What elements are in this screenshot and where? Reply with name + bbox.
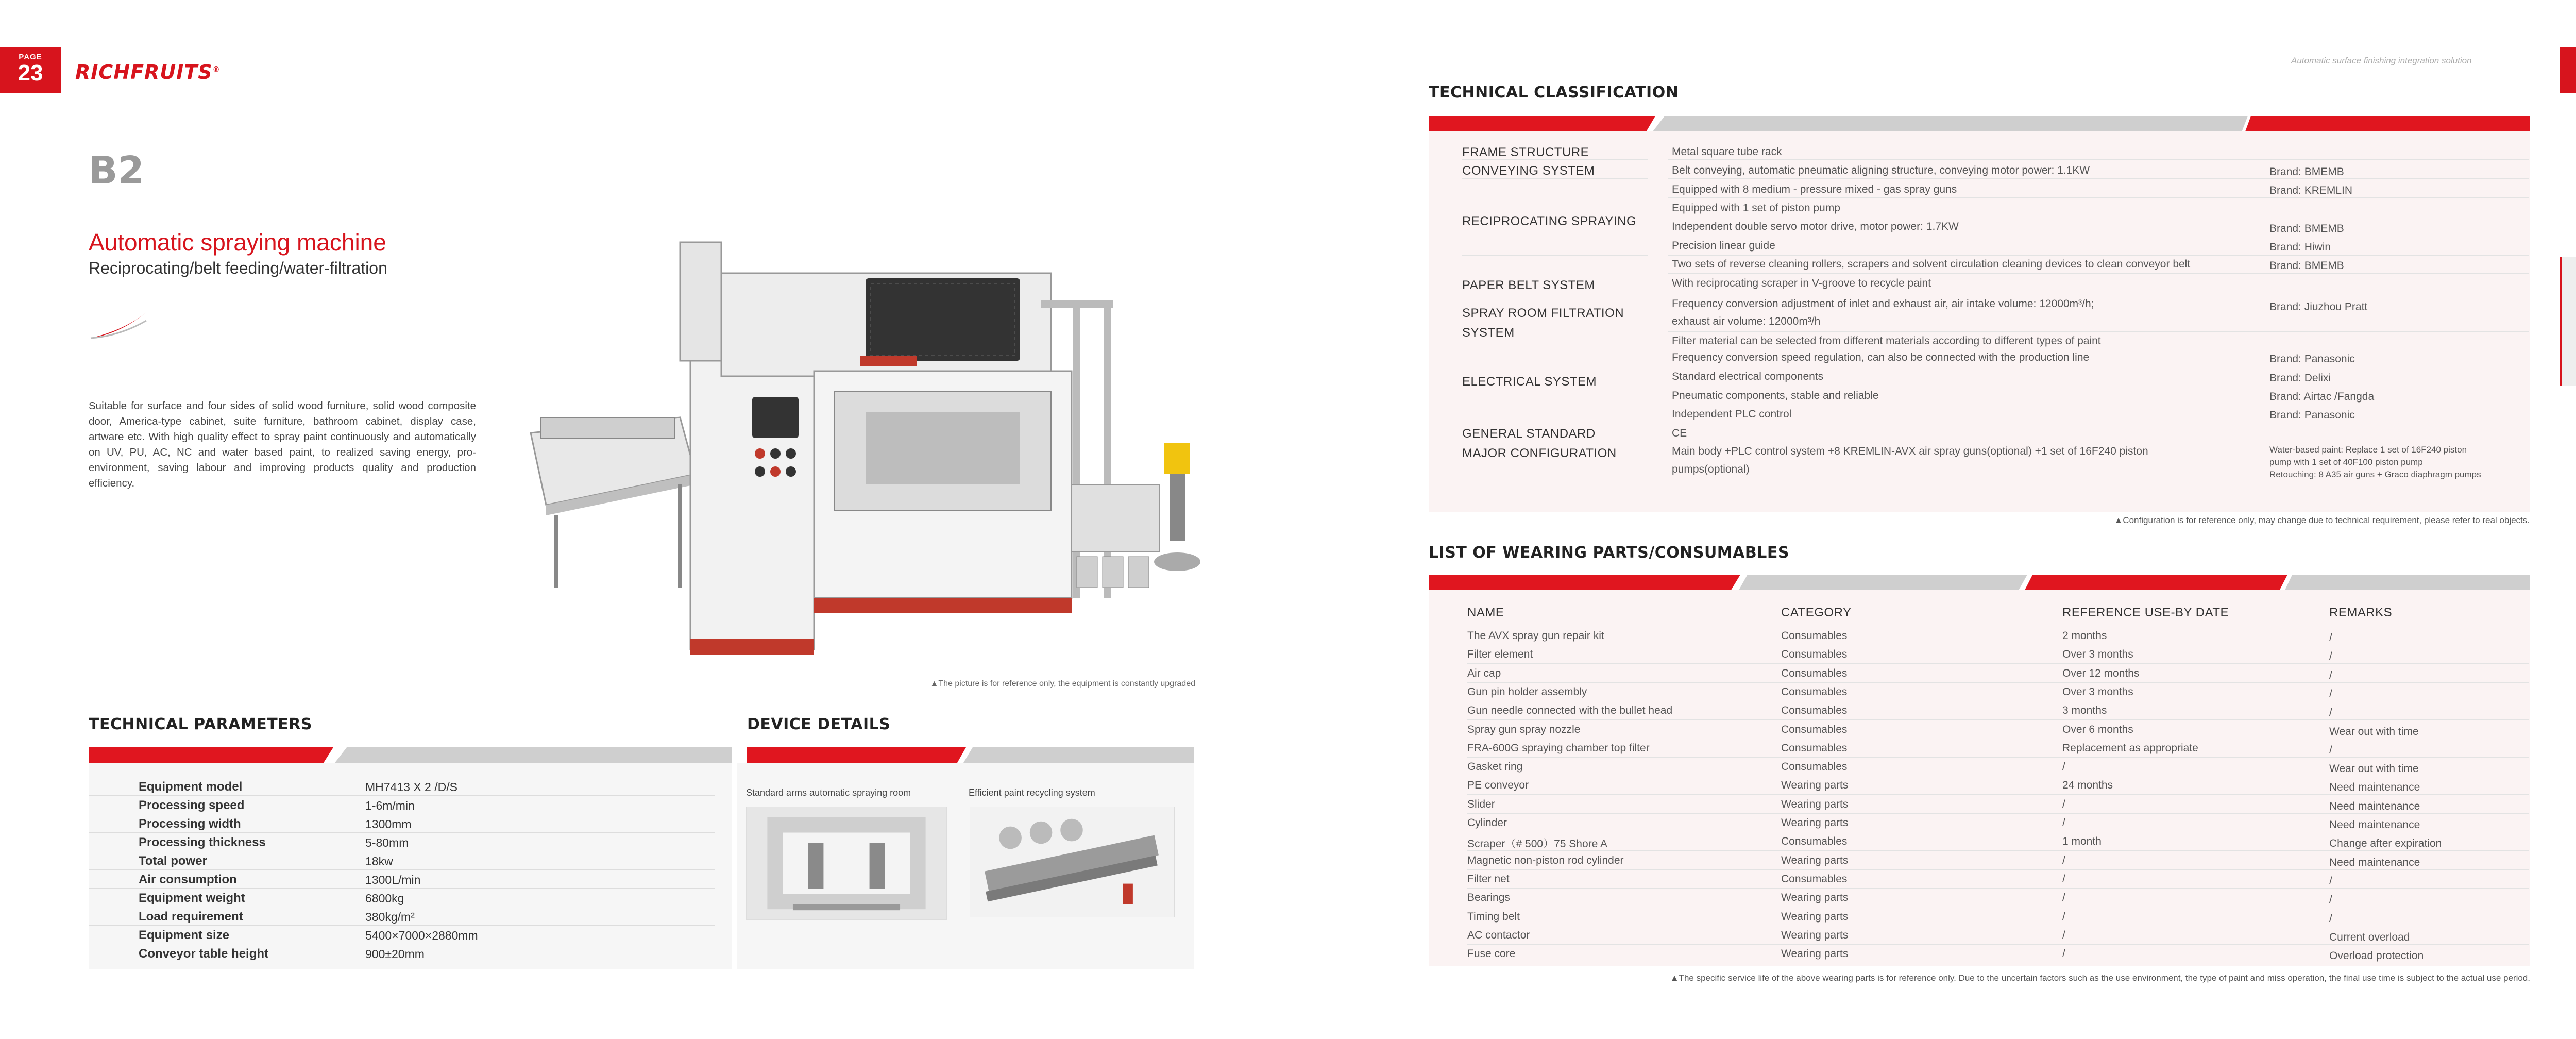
technical-parameters-title: TECHNICAL PARAMETERS [89, 715, 312, 733]
section-bar-red [747, 747, 966, 763]
classification-brand: Brand: Delixi [2269, 372, 2331, 384]
param-row [89, 796, 715, 814]
param-row [89, 833, 715, 851]
column-header-remarks: REMARKS [2329, 606, 2393, 619]
param-value: MH7413 X 2 /D/S [365, 780, 457, 794]
paint-recycling-photo [969, 807, 1175, 917]
param-name: Equipment weight [139, 891, 245, 905]
device-caption: Efficient paint recycling system [969, 787, 1095, 798]
part-use-by: 3 months [2062, 705, 2107, 717]
part-use-by: / [2062, 929, 2065, 941]
part-remark: Need maintenance [2329, 819, 2420, 831]
part-remark: / [2329, 632, 2332, 644]
part-remark: Need maintenance [2329, 856, 2420, 868]
part-use-by: / [2062, 761, 2065, 773]
param-value: 900±20mm [365, 947, 425, 961]
part-name: AC contactor [1467, 929, 1530, 941]
section-bar-red [1429, 116, 1655, 131]
classification-category: SPRAY ROOM FILTRATION [1462, 306, 1624, 320]
divider [1668, 197, 2529, 198]
part-use-by: Over 3 months [2062, 648, 2133, 661]
classification-brand: Brand: BMEMB [2269, 223, 2344, 234]
header-tagline: Automatic surface finishing integration solution [2291, 56, 2472, 65]
column-header-category: CATEGORY [1781, 606, 1852, 619]
part-name: Gasket ring [1467, 761, 1523, 773]
wearing-parts-title: LIST OF WEARING PARTS/CONSUMABLES [1429, 544, 1789, 562]
divider [1467, 663, 2529, 664]
classification-desc: Precision linear guide [1672, 240, 1775, 252]
param-name: Equipment model [139, 780, 243, 794]
part-name: Filter net [1467, 873, 1510, 885]
part-use-by: Over 6 months [2062, 723, 2133, 735]
part-use-by: / [2062, 817, 2065, 829]
param-name: Air consumption [139, 873, 237, 886]
section-bar-red [89, 747, 333, 763]
part-use-by: / [2062, 948, 2065, 960]
param-name: Equipment size [139, 928, 230, 942]
part-name: The AVX spray gun repair kit [1467, 630, 1604, 642]
classification-brand: Brand: Jiuzhou Pratt [2269, 301, 2368, 313]
classification-desc: Frequency conversion speed regulation, can also be connected with the production line [1672, 351, 2090, 363]
major-config-remark-2: pump with 1 set of 40F100 piston pump [2269, 457, 2423, 467]
part-category: Wearing parts [1781, 854, 1849, 866]
divider [1467, 794, 2529, 795]
divider [1467, 682, 2529, 683]
section-bar-red [2245, 116, 2530, 131]
part-use-by: / [2062, 873, 2065, 885]
swoosh-decoration [89, 309, 150, 340]
part-category: Consumables [1781, 835, 1848, 848]
section-bar-grey [1653, 116, 2248, 131]
part-use-by: / [2062, 910, 2065, 923]
divider [1668, 159, 2529, 160]
part-name: Bearings [1467, 892, 1510, 904]
divider [1467, 850, 2529, 851]
param-value: 5-80mm [365, 836, 409, 849]
part-use-by: 2 months [2062, 630, 2107, 642]
param-value: 380kg/m² [365, 910, 415, 924]
page-number-badge-right [2560, 47, 2576, 93]
part-name: Cylinder [1467, 817, 1507, 829]
divider [1467, 869, 2529, 870]
part-remark: / [2329, 688, 2332, 700]
spraying-room-photo [746, 807, 947, 920]
part-remark: / [2329, 894, 2332, 906]
param-row [89, 851, 715, 870]
divider [1467, 757, 2529, 758]
device-details-title: DEVICE DETAILS [747, 715, 891, 733]
divider [1668, 178, 2529, 179]
classification-brand: Brand: Hiwin [2269, 241, 2331, 253]
part-name: Spray gun spray nozzle [1467, 723, 1581, 735]
section-bar-grey [963, 747, 1194, 763]
part-remark: Need maintenance [2329, 781, 2420, 794]
part-remark: / [2329, 744, 2332, 756]
classification-brand: Brand: BMEMB [2269, 260, 2344, 272]
part-name: Filter element [1467, 648, 1533, 661]
section-bar-grey [1739, 575, 2027, 590]
configuration-note: ▲Configuration is for reference only, may change due to technical requirement, please refer to real objects. [2114, 515, 2530, 525]
part-name: Air cap [1467, 667, 1501, 679]
section-bar-grey [2285, 575, 2530, 590]
classification-desc: Belt conveying, automatic pneumatic aligning structure, conveying motor power: 1.1KW [1672, 164, 2090, 176]
classification-category: PAPER BELT SYSTEM [1462, 278, 1595, 292]
divider [1467, 813, 2529, 814]
classification-desc: exhaust air volume: 12000m³/h [1672, 315, 1821, 327]
part-name: Timing belt [1467, 910, 1520, 923]
part-category: Consumables [1781, 685, 1848, 698]
part-category: Consumables [1781, 723, 1848, 735]
param-row [89, 889, 715, 907]
part-category: Wearing parts [1781, 817, 1849, 829]
param-name: Processing width [139, 817, 241, 831]
param-value: 5400×7000×2880mm [365, 929, 478, 942]
column-header-use-by: REFERENCE USE-BY DATE [2062, 606, 2229, 619]
part-name: Gun pin holder assembly [1467, 685, 1587, 698]
product-subtitle: Reciprocating/belt feeding/water-filtration [89, 259, 387, 277]
classification-brand: Brand: Airtac /Fangda [2269, 391, 2375, 403]
page-number: 23 [18, 60, 43, 86]
divider [1668, 273, 2529, 274]
param-value: 18kw [365, 854, 393, 868]
param-row [89, 944, 715, 963]
part-name: FRA-600G spraying chamber top filter [1467, 742, 1650, 754]
divider [1467, 944, 2529, 945]
classification-desc: Filter material can be selected from different materials according to different types of paint [1672, 335, 2101, 347]
classification-desc: CE [1672, 427, 1687, 439]
part-remark: Wear out with time [2329, 725, 2419, 738]
classification-category: FRAME STRUCTURE [1462, 145, 1589, 159]
part-use-by: / [2062, 798, 2065, 810]
model-code: B2 [89, 148, 144, 193]
part-use-by: 1 month [2062, 835, 2102, 848]
classification-desc: Independent PLC control [1672, 408, 1792, 420]
major-config-line-1: Main body +PLC control system +8 KREMLIN-AVX air spray guns(optional) +1 set of 16F240 piston [1672, 445, 2148, 457]
major-config-remark-1: Water-based paint: Replace 1 set of 16F240 piston [2269, 445, 2467, 455]
page-label: PAGE [19, 53, 42, 61]
part-category: Wearing parts [1781, 892, 1849, 904]
classification-desc: Metal square tube rack [1672, 146, 1782, 158]
trademark: ® [212, 65, 221, 74]
page-label [2560, 53, 2576, 61]
part-remark: / [2329, 707, 2332, 719]
section-bar-grey [335, 747, 732, 763]
part-remark: Current overload [2329, 931, 2410, 943]
column-header-name: NAME [1467, 606, 1504, 619]
part-remark: / [2329, 650, 2332, 663]
wearing-parts-note: ▲The specific service life of the above wearing parts is for reference only. Due to the uncertain factors such as the use environment, the type of paint and miss operation, the final use time is subject to the actual use period. [1670, 973, 2530, 983]
classification-desc: Equipped with 8 medium - pressure mixed - gas spray guns [1672, 183, 1957, 195]
part-category: Wearing parts [1781, 948, 1849, 960]
part-name: Slider [1467, 798, 1495, 810]
part-remark: Wear out with time [2329, 763, 2419, 775]
param-row [89, 777, 715, 796]
classification-brand: Brand: Panasonic [2269, 409, 2355, 421]
param-row [89, 870, 715, 889]
classification-category: CONVEYING SYSTEM [1462, 164, 1595, 178]
machine-image [526, 227, 1206, 670]
product-description: Suitable for surface and four sides of solid wood furniture, solid wood composite door, America-type cabinet, suite furniture, bathroom cabinet, display case, artware etc. With high quality effect to spray paint continuously and automatically on UV, PU, AC, NC and water based paint, to realized saving energy, pro-environment, saving labour and improving products quality and production efficiency. [89, 400, 476, 489]
part-category: Consumables [1781, 667, 1848, 679]
part-use-by: / [2062, 892, 2065, 904]
part-remark: / [2329, 912, 2332, 925]
technical-classification-title: TECHNICAL CLASSIFICATION [1429, 83, 1679, 102]
classification-brand: Brand: KREMLIN [2269, 185, 2353, 196]
part-category: Wearing parts [1781, 929, 1849, 941]
param-name: Load requirement [139, 910, 243, 924]
part-category: Consumables [1781, 761, 1848, 773]
part-use-by: Replacement as appropriate [2062, 742, 2198, 754]
divider [1668, 255, 2529, 256]
classification-brand: Brand: BMEMB [2269, 166, 2344, 178]
page-number-badge-left [0, 47, 61, 93]
classification-brand: Brand: Panasonic [2269, 353, 2355, 365]
part-use-by: Over 12 months [2062, 667, 2140, 679]
divider [1462, 178, 1648, 179]
classification-category: ELECTRICAL SYSTEM [1462, 375, 1597, 389]
part-category: Consumables [1781, 705, 1848, 717]
part-category: Consumables [1781, 742, 1848, 754]
param-row [89, 814, 715, 833]
part-use-by: Over 3 months [2062, 685, 2133, 698]
divider [1668, 331, 2529, 332]
classification-category: MAJOR CONFIGURATION [1462, 446, 1617, 460]
classification-desc: With reciprocating scraper in V-groove to recycle paint [1672, 277, 1931, 289]
part-name: Scraper（# 500）75 Shore A [1467, 838, 1607, 850]
param-name: Processing thickness [139, 835, 266, 849]
classification-category: GENERAL STANDARD [1462, 427, 1596, 441]
divider [1462, 159, 1648, 160]
part-name: PE conveyor [1467, 779, 1529, 792]
classification-desc: Standard electrical components [1672, 371, 1824, 382]
part-remark: / [2329, 875, 2332, 887]
param-value: 6800kg [365, 892, 404, 905]
series-side-tab-label [2573, 265, 2576, 498]
section-bar-red [2025, 575, 2287, 590]
wearing-parts-panel [1429, 590, 2530, 966]
classification-desc: Frequency conversion adjustment of inlet and exhaust air, air intake volume: 12000m³/h; [1672, 298, 2094, 310]
part-category: Wearing parts [1781, 910, 1849, 923]
major-config-line-2: pumps(optional) [1672, 463, 1750, 475]
part-remark: Change after expiration [2329, 837, 2442, 850]
brand-logo [75, 61, 221, 83]
part-category: Wearing parts [1781, 779, 1849, 792]
page-number [2560, 61, 2576, 85]
part-category: Consumables [1781, 873, 1848, 885]
section-bar-red [1429, 575, 1740, 590]
major-config-remark-3: Retouching: 8 A35 air guns + Graco diaphragm pumps [2269, 470, 2481, 479]
classification-desc: Two sets of reverse cleaning rollers, scrapers and solvent circulation cleaning devices to clean conveyor belt [1672, 258, 2191, 270]
param-value: 1300L/min [365, 873, 421, 886]
param-name: Conveyor table height [139, 947, 269, 961]
part-use-by: 24 months [2062, 779, 2113, 792]
product-title: Automatic spraying machine [89, 229, 386, 256]
part-name: Fuse core [1467, 948, 1516, 960]
classification-desc: Pneumatic components, stable and reliable [1672, 390, 1879, 401]
classification-category: RECIPROCATING SPRAYING [1462, 214, 1637, 228]
classification-desc: Equipped with 1 set of piston pump [1672, 202, 1840, 214]
part-name: Gun needle connected with the bullet head [1467, 705, 1673, 717]
part-remark: / [2329, 669, 2332, 681]
part-category: Consumables [1781, 648, 1848, 661]
part-remark: Need maintenance [2329, 800, 2420, 812]
part-name: Magnetic non-piston rod cylinder [1467, 854, 1624, 866]
classification-category: SYSTEM [1462, 326, 1515, 340]
picture-note: ▲The picture is for reference only, the equipment is constantly upgraded [930, 679, 1195, 688]
param-value: 1300mm [365, 817, 412, 831]
part-remark: Overload protection [2329, 950, 2424, 962]
part-category: Wearing parts [1781, 798, 1849, 810]
param-row [89, 907, 715, 926]
brand-logo-text: RICHFRUITS [75, 61, 213, 83]
device-caption: Standard arms automatic spraying room [746, 787, 911, 798]
classification-desc: Independent double servo motor drive, motor power: 1.7KW [1672, 221, 1959, 232]
param-name: Processing speed [139, 798, 245, 812]
param-row [89, 926, 715, 944]
divider [1462, 255, 1648, 256]
part-category: Consumables [1781, 630, 1848, 642]
part-use-by: / [2062, 854, 2065, 866]
param-name: Total power [139, 854, 207, 868]
divider [1467, 719, 2529, 720]
divider [1467, 888, 2529, 889]
param-value: 1-6m/min [365, 799, 415, 812]
